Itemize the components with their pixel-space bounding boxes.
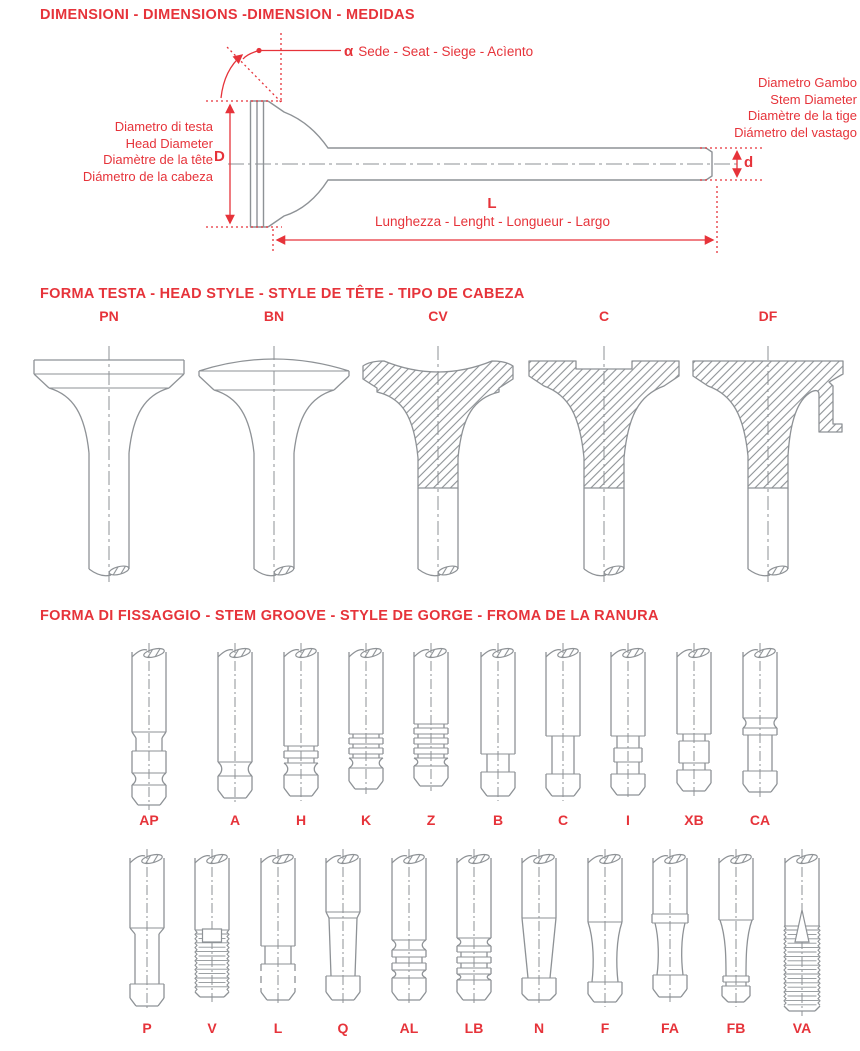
stem-groove-label: FB [726, 1020, 746, 1036]
stem-groove-label: CA [749, 812, 771, 828]
length-symbol: L [487, 195, 497, 212]
stem-groove-label: F [600, 1020, 610, 1036]
stem-groove-figure [572, 846, 638, 1024]
stem-groove-label: A [229, 812, 241, 828]
stem-groove-figure [506, 846, 572, 1024]
head-diameter-line: Diámetro de la cabeza [82, 168, 213, 184]
stem-diameter-line: Diámetro del vastago [734, 124, 857, 140]
stem-groove-label: I [626, 812, 630, 828]
stem-groove-label: VA [792, 1020, 812, 1036]
stem-groove-label: L [273, 1020, 283, 1036]
stem-groove-figure [179, 846, 245, 1024]
stem-diameter-line: Diamètre de la tige [747, 108, 857, 123]
head-style-label: DF [758, 308, 778, 324]
section-stem-groove [0, 600, 860, 1051]
head-style-figures [0, 278, 860, 600]
stem-diameter-label [645, 75, 857, 141]
length-label: Lunghezza - Lenght - Longueur - Largo [375, 214, 610, 229]
seat-angle-symbol: α [344, 43, 354, 60]
stem-groove-label: LB [464, 1020, 484, 1036]
stem-groove-label: FA [661, 1020, 679, 1036]
stem-groove-label: H [295, 812, 307, 828]
head-style-figure [186, 338, 362, 588]
stem-groove-label: B [492, 812, 504, 828]
stem-groove-label: P [142, 1020, 152, 1036]
seat-angle-text: Sede - Seat - Siege - Acìento [358, 44, 534, 59]
stem-groove-figure [376, 846, 442, 1024]
stem-groove-label: AP [139, 812, 159, 828]
head-diameter-line: Diametro di testa [114, 119, 213, 134]
stem-groove-label: Q [337, 1020, 349, 1036]
head-diameter-label [40, 119, 213, 185]
stem-groove-row-2 [0, 600, 860, 1051]
stem-groove-figure [245, 846, 311, 1024]
section-dimensions [0, 0, 860, 262]
head-diameter-line: Diamètre de la tête [103, 152, 213, 167]
stem-groove-figure [769, 846, 835, 1024]
stem-groove-label: V [207, 1020, 217, 1036]
head-style-title: FORMA TESTA - HEAD STYLE - STYLE DE TÊTE - TIPO DE CABEZA [40, 286, 525, 302]
stem-groove-figure [114, 846, 180, 1024]
stem-groove-title: FORMA DI FISSAGGIO - STEM GROOVE - STYLE DE GORGE - FROMA DE LA RANURA [40, 608, 659, 624]
dimensions-title: DIMENSIONI - DIMENSIONS -DIMENSION - MEDIDAS [40, 7, 415, 23]
head-style-figure [350, 338, 526, 588]
head-style-figure [516, 338, 692, 588]
head-style-figure [680, 338, 856, 588]
head-style-label: BN [263, 308, 285, 324]
stem-diameter-line: Stem Diameter [770, 91, 857, 107]
head-style-label: C [598, 308, 610, 324]
head-style-label: CV [428, 308, 448, 324]
seat-angle-label [344, 43, 533, 60]
stem-diameter-line: Diametro Gambo [758, 75, 857, 90]
stem-groove-label: Z [426, 812, 436, 828]
head-diameter-line: Head Diameter [125, 135, 213, 151]
stem-groove-label: XB [684, 812, 704, 828]
stem-diameter-symbol: d [744, 154, 754, 171]
stem-groove-figure [310, 846, 376, 1024]
head-style-figure [21, 338, 197, 588]
stem-groove-label: K [360, 812, 372, 828]
stem-groove-label: N [533, 1020, 545, 1036]
head-style-label: PN [99, 308, 119, 324]
stem-groove-figure [637, 846, 703, 1024]
section-head-style [0, 278, 860, 600]
stem-groove-label: C [557, 812, 569, 828]
stem-groove-figure [441, 846, 507, 1024]
head-diameter-symbol: D [214, 148, 225, 165]
stem-groove-figure [703, 846, 769, 1024]
stem-groove-label: AL [399, 1020, 419, 1036]
